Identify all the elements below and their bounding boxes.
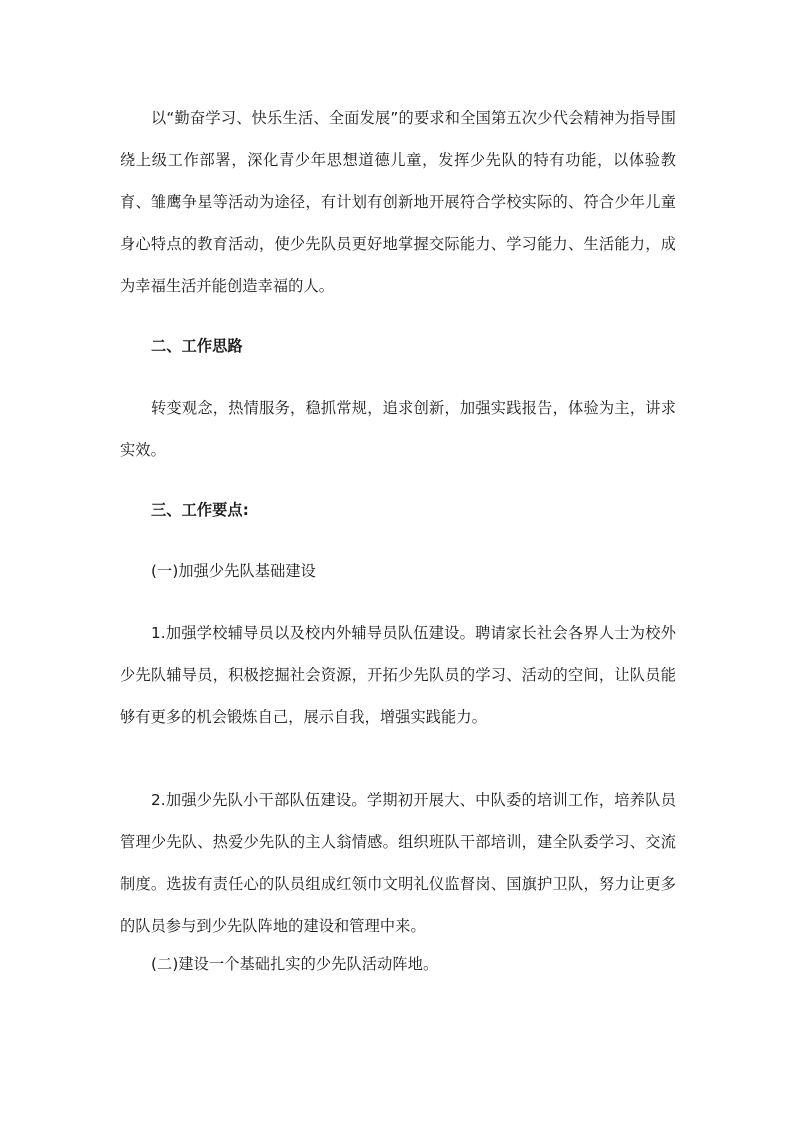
work-approach-paragraph: 转变观念，热情服务，稳抓常规，追求创新，加强实践报告，体验为主，讲求实效。 [120, 399, 676, 459]
intro-paragraph: 以“勤奋学习、快乐生活、全面发展”的要求和全国第五次少代会精神为指导围绕上级工作部署，深化青少年思想道德儿童，发挥少先队的特有功能，以体验教育、雏鹰争星等活动为途径，有计划有创新地开展符合学校实际的、符合少年儿童身心特点的教育活动，使少先队员更好地掌握交际能力、学习能力、生活能力，成为幸福生活并能创造幸福的人。 [120, 109, 676, 295]
section-heading-work-approach: 二、工作思路 [151, 337, 243, 355]
item-counselor-team: 1.加强学校辅导员以及校内外辅导员队伍建设。聘请家长社会各界人士为校外少先队辅导员，积极挖掘社会资源，开拓少先队员的学习、活动的空间，让队员能够有更多的机会锻炼自己，展示自我，增强实践能力。 [120, 624, 676, 726]
subheading-activity-base: (二)建设一个基础扎实的少先队活动阵地。 [151, 955, 439, 973]
section-heading-key-points: 三、工作要点: [151, 501, 249, 519]
subheading-basic-construction: (一)加强少先队基础建设 [151, 562, 316, 580]
item-cadre-team: 2.加强少先队小干部队伍建设。学期初开展大、中队委的培训工作，培养队员管理少先队、热爱少先队的主人翁情感。组织班队干部培训，建全队委学习、交流制度。选拔有责任心的队员组成红领巾文明礼仪监督岗、国旗护卫队，努力让更多的队员参与到少先队阵地的建设和管理中来。 [120, 791, 676, 935]
